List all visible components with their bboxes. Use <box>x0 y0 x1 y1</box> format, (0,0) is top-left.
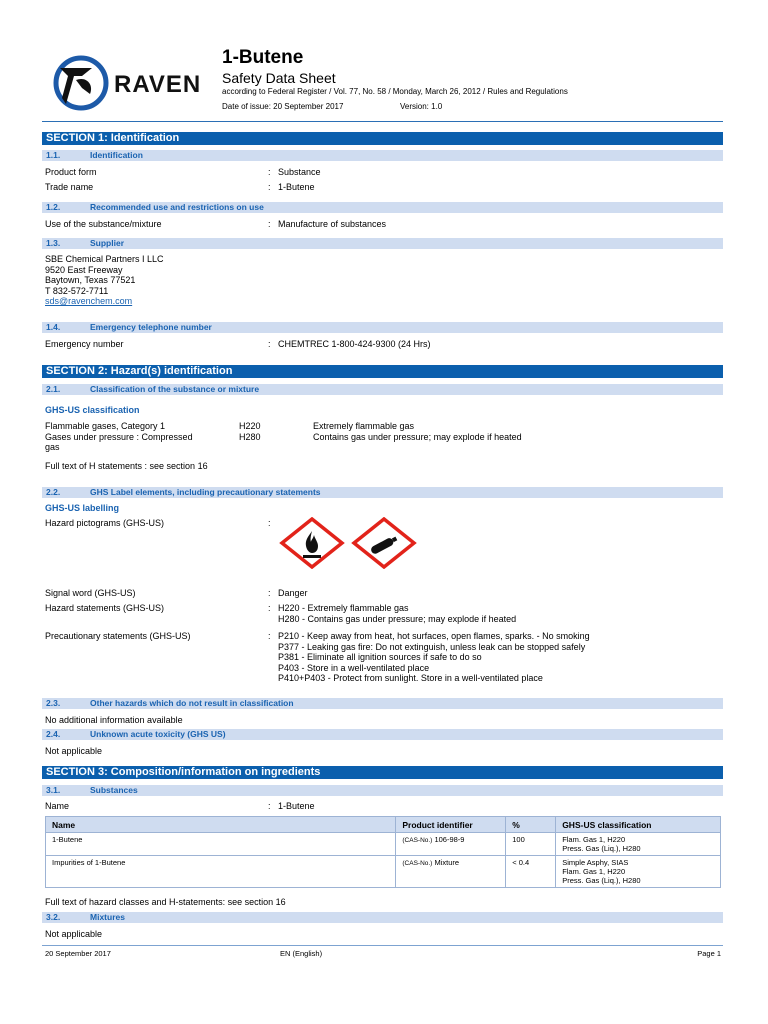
supplier-line: SBE Chemical Partners I LLC <box>45 254 164 264</box>
footer-language: EN (English) <box>280 949 323 958</box>
classification-name: Flammable gases, Category 1 <box>45 421 166 431</box>
subsection-1-3 <box>42 238 723 249</box>
precautionary-statement: P410+P403 - Protect from sunlight. Store in a well-ventilated place <box>278 673 543 683</box>
hazard-code: H280 <box>239 431 261 442</box>
cas-prefix: (CAS-No.) <box>402 860 433 867</box>
subsection-title: Classification of the substance or mixture <box>90 384 260 394</box>
colon: : <box>268 339 271 349</box>
ghs-labelling-heading: GHS-US labelling <box>45 503 120 513</box>
ghs-classification <box>556 856 721 888</box>
supplier-line: T 832-572-7711 <box>45 285 109 296</box>
classification-name: Gases under pressure : Compressed <box>45 431 193 442</box>
subsection-title: Unknown acute toxicity (GHS US) <box>90 729 226 739</box>
subsection-title: Recommended use and restrictions on use <box>90 202 264 212</box>
emergency-value: CHEMTREC 1-800-424-9300 (24 Hrs) <box>278 339 431 349</box>
section-3-header: SECTION 3: Composition/information on ingredients <box>42 766 723 779</box>
ghs-class-line: Flam. Gas 1, H220 <box>562 835 626 844</box>
colon: : <box>268 219 271 229</box>
colon: : <box>268 603 271 613</box>
raven-logo <box>52 54 217 112</box>
hazard-statements-label: Hazard statements (GHS-US) <box>45 603 165 613</box>
subsection-number: 1.2. <box>46 202 61 212</box>
doc-type: Safety Data Sheet <box>222 70 336 86</box>
classification-descriptions <box>313 421 522 442</box>
subsection-2-3 <box>42 698 723 709</box>
raven-logo-icon <box>52 54 217 112</box>
other-hazards-value: No additional information available <box>45 715 183 725</box>
ghs-class-line: Press. Gas (Liq.), H280 <box>562 844 641 853</box>
precautionary-statement: P403 - Store in a well-ventilated place <box>278 662 430 673</box>
hazard-statement: H220 - Extremely flammable gas <box>278 603 409 613</box>
colon: : <box>268 801 271 811</box>
signal-word-value: Danger <box>278 588 308 598</box>
ingredient-name: 1-Butene <box>46 833 396 856</box>
column-header: Name <box>46 817 396 833</box>
flame-pictogram-icon <box>282 519 342 567</box>
pictograms-label: Hazard pictograms (GHS-US) <box>45 518 165 528</box>
substance-name-value: 1-Butene <box>278 801 315 811</box>
brand-text: RAVEN <box>114 71 202 98</box>
hazard-statement: H280 - Contains gas under pressure; may explode if heated <box>278 613 517 624</box>
product-form-value: Substance <box>278 167 321 177</box>
table-row <box>46 833 721 856</box>
product-title: 1-Butene <box>222 47 304 68</box>
date-line <box>222 102 443 111</box>
cas-number: Mixture <box>434 858 460 867</box>
product-identifier <box>396 833 506 856</box>
precautionary-statements <box>278 631 590 684</box>
classification-codes <box>239 421 261 442</box>
gas-cylinder-pictogram-icon <box>354 519 414 567</box>
subsection-number: 1.1. <box>46 150 61 160</box>
precautionary-statement: P377 - Leaking gas fire: Do not extinguish, unless leak can be stopped safely <box>278 641 586 652</box>
subsection-1-2 <box>42 202 723 213</box>
subsection-title: Identification <box>90 150 143 160</box>
percentage: 100 <box>506 833 556 856</box>
subsection-1-4 <box>42 322 723 333</box>
subsection-title: Mixtures <box>90 912 125 922</box>
subsection-number: 3.1. <box>46 785 61 795</box>
colon: : <box>268 588 271 598</box>
ghs-classification-heading: GHS-US classification <box>45 405 140 415</box>
subsection-number: 3.2. <box>46 912 61 922</box>
section-2-header: SECTION 2: Hazard(s) identification <box>42 365 723 378</box>
unknown-toxicity-value: Not applicable <box>45 746 103 756</box>
subsection-title: Substances <box>90 785 138 795</box>
mixtures-value: Not applicable <box>45 929 103 939</box>
composition-table <box>45 816 721 888</box>
header-divider <box>42 121 723 122</box>
subsection-3-1 <box>42 785 723 796</box>
classification-name-cont: gas <box>45 442 60 452</box>
hazard-code: H220 <box>239 421 261 431</box>
subsection-number: 2.2. <box>46 487 61 497</box>
trade-name-value: 1-Butene <box>278 182 315 192</box>
colon: : <box>268 518 271 528</box>
use-label: Use of the substance/mixture <box>45 219 162 229</box>
subsection-number: 2.1. <box>46 384 61 394</box>
supplier-address <box>45 254 164 307</box>
precautionary-statement: P210 - Keep away from heat, hot surfaces, open flames, sparks. - No smoking <box>278 631 590 641</box>
footer-page: Page 1 <box>697 949 721 958</box>
colon: : <box>268 182 271 192</box>
footer-divider <box>42 945 723 946</box>
cas-prefix: (CAS-No.) <box>402 837 433 844</box>
ghs-class-line: Simple Asphy, SIAS <box>562 858 629 867</box>
subsection-2-2 <box>42 487 723 498</box>
column-header: % <box>506 817 556 833</box>
page-footer <box>45 949 721 958</box>
hazard-statements <box>278 603 516 624</box>
section-1-header: SECTION 1: Identification <box>42 132 723 145</box>
subsection-2-4 <box>42 729 723 740</box>
subsection-title: Supplier <box>90 238 125 248</box>
ghs-classification <box>556 833 721 856</box>
product-identifier <box>396 856 506 888</box>
subsection-number: 1.4. <box>46 322 61 332</box>
hazard-pictograms <box>278 517 418 569</box>
subsection-1-1 <box>42 150 723 161</box>
ingredient-name: Impurities of 1-Butene <box>46 856 396 888</box>
classification-list <box>45 421 193 453</box>
date-of-issue: Date of issue: 20 September 2017 <box>222 102 344 111</box>
subsection-3-2 <box>42 912 723 923</box>
column-header: Product identifier <box>396 817 506 833</box>
hazard-classes-note: Full text of hazard classes and H-statements: see section 16 <box>45 897 286 907</box>
footer-date: 20 September 2017 <box>45 949 111 958</box>
precautionary-statements-label: Precautionary statements (GHS-US) <box>45 631 191 641</box>
supplier-line: 9520 East Freeway <box>45 264 123 275</box>
full-text-note: Full text of H statements : see section 16 <box>45 461 208 471</box>
hazard-description: Contains gas under pressure; may explode if heated <box>313 431 522 442</box>
subsection-title: GHS Label elements, including precautionary statements <box>90 487 321 497</box>
subsection-number: 1.3. <box>46 238 61 248</box>
product-form-label: Product form <box>45 167 97 177</box>
subsection-number: 2.3. <box>46 698 61 708</box>
colon: : <box>268 167 271 177</box>
trade-name-label: Trade name <box>45 182 94 192</box>
hazard-description: Extremely flammable gas <box>313 421 415 431</box>
regulation-line: according to Federal Register / Vol. 77, No. 58 / Monday, March 26, 2012 / Rules and Regulations <box>222 87 568 96</box>
version: Version: 1.0 <box>400 102 443 111</box>
substance-name-label: Name <box>45 801 70 811</box>
subsection-2-1 <box>42 384 723 395</box>
ghs-class-line: Flam. Gas 1, H220 <box>562 867 626 876</box>
percentage: < 0.4 <box>506 856 556 888</box>
table-row <box>46 856 721 888</box>
use-value: Manufacture of substances <box>278 219 387 229</box>
colon: : <box>268 631 271 641</box>
table-header-row <box>46 817 721 833</box>
subsection-title: Other hazards which do not result in classification <box>90 698 294 708</box>
ghs-class-line: Press. Gas (Liq.), H280 <box>562 876 641 885</box>
column-header: GHS-US classification <box>556 817 721 833</box>
cas-number: 106-98-9 <box>434 835 465 844</box>
supplier-email-link[interactable]: sds@ravenchem.com <box>45 296 133 306</box>
supplier-line: Baytown, Texas 77521 <box>45 275 136 285</box>
signal-word-label: Signal word (GHS-US) <box>45 588 136 598</box>
subsection-title: Emergency telephone number <box>90 322 212 332</box>
emergency-label: Emergency number <box>45 339 124 349</box>
subsection-number: 2.4. <box>46 729 61 739</box>
precautionary-statement: P381 - Eliminate all ignition sources if safe to do so <box>278 652 482 662</box>
